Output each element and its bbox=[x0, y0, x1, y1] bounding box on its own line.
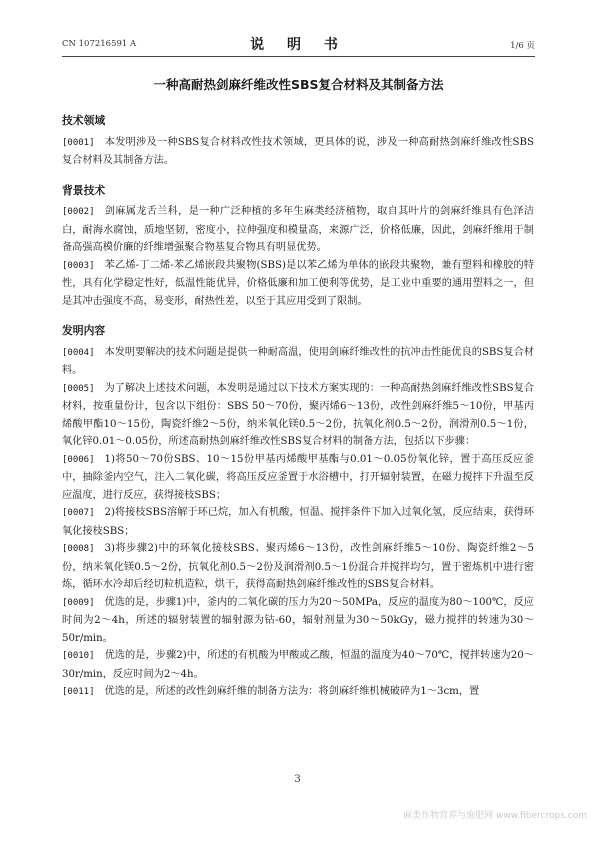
paragraph-text: 本发明要解决的技术问题是提供一种耐高温，使用剑麻纤维改性的抗冲击性能优良的SBS复合材料。 bbox=[62, 346, 534, 376]
document-title: 一种高耐热剑麻纤维改性SBS复合材料及其制备方法 bbox=[153, 77, 444, 92]
paragraph bbox=[62, 203, 534, 257]
paragraph-number: [0002] bbox=[62, 207, 95, 217]
paragraph-number: [0011] bbox=[62, 687, 95, 697]
paragraph bbox=[62, 540, 534, 594]
section-heading-background: 背景技术 bbox=[62, 183, 106, 197]
paragraph-number: [0008] bbox=[62, 544, 95, 554]
header-title: 说 明 书 bbox=[250, 37, 347, 53]
paragraph-text: 优选的是，步骤1)中，釜内的二氧化碳的压力为20～50MPa，反应的温度为80～100℃，反应时间为2～4h，所述的辐射装置的辐射源为钴-60，辐射剂量为30～50kGy，磁力搅拌的转速为30～50r/min。 bbox=[62, 596, 534, 644]
paragraph bbox=[62, 380, 534, 451]
paragraph bbox=[62, 594, 534, 648]
footer-page-number: 3 bbox=[294, 774, 301, 785]
section-heading-tech-field: 技术领域 bbox=[62, 114, 106, 127]
watermark: 麻类作物营养与施肥网 www.fibercrops.com bbox=[403, 811, 587, 821]
header-rule bbox=[62, 56, 535, 57]
paragraph-number: [0006] bbox=[62, 454, 95, 465]
publication-number: CN 107216591 A bbox=[62, 39, 137, 49]
paragraph-number: [0003] bbox=[62, 260, 95, 271]
paragraph-text: 苯乙烯-丁二烯-苯乙烯嵌段共聚物(SBS)是以苯乙烯为单体的嵌段共聚物，兼有塑料和橡胶的特性，具有化学稳定性好，低温性能优异，价格低廉和加工便利等优势，是工业中重要的通用塑料之一，但是其冲击强度不高，易变形，耐热性差，以至于其应用受到了限制。 bbox=[62, 259, 534, 307]
section-heading-invention: 发明内容 bbox=[62, 324, 106, 337]
paragraph bbox=[62, 647, 534, 683]
paragraph bbox=[62, 344, 534, 380]
paragraph-text: 优选的是，所述的改性剑麻纤维的制备方法为：将剑麻纤维机械破碎为1～3cm，置 bbox=[104, 686, 480, 697]
paragraph-text: 为了解决上述技术问题，本发明是通过以下技术方案实现的：一种高耐热剑麻纤维改性SBS复合材料，按重量份计，包含以下组份：SBS 50～70份，聚丙烯6～13份，改性剑麻纤维5～10份，甲基丙烯酸甲酯10～15份，陶瓷纤维2～5份，纳米氧化镁0.5～2份，抗氧化剂0.5～2份，润滑剂0.5～1份，氧化锌0.01～0.05份，所述高耐热剑麻纤维改性SBS复合材料的制备方法，包括以下步骤： bbox=[62, 382, 534, 447]
paragraph-number: [0007] bbox=[62, 508, 95, 518]
paragraph-number: [0004] bbox=[62, 347, 95, 358]
paragraph-number: [0001] bbox=[62, 137, 95, 148]
paragraph bbox=[62, 451, 534, 505]
page-number: 1/6 页 bbox=[510, 41, 535, 51]
paragraph-text: 2)将接枝SBS溶解于环已烷，加入有机酸，恒温、搅拌条件下加入过氧化氢，反应结束，获得环氧化接枝SBS； bbox=[62, 507, 534, 537]
paragraph bbox=[62, 504, 534, 540]
page-header bbox=[62, 34, 535, 54]
paragraph-text: 1)将50～70份SBS、10～15份甲基丙烯酸甲基酯与0.01～0.05份氧化锌，置于高压反应釜中，抽除釜内空气，注入二氧化碳，将高压反应釜置于水浴槽中，打开辐射装置，在磁力搅拌下升温至反应温度，进行反应，获得接枝SBS； bbox=[62, 453, 534, 501]
paragraph-text: 优选的是，步骤2)中，所述的有机酸为甲酸或乙酸，恒温的温度为40～70℃，搅拌转速为20～30r/min，反应时间为2～4h。 bbox=[62, 650, 534, 680]
paragraph bbox=[62, 134, 534, 170]
paragraph-number: [0010] bbox=[62, 651, 95, 661]
paragraph-text: 剑麻属龙舌兰科，是一种广泛种植的多年生麻类经济植物，取自其叶片的剑麻纤维具有色泽洁白，耐海水腐蚀，质地坚韧，密度小，拉伸强度和模量高，来源广泛，价格低廉，因此，剑麻纤维用于制备高强高模价廉的纤维增强聚合物基复合物具有明显优势。 bbox=[62, 206, 534, 253]
paragraph bbox=[62, 257, 534, 311]
paragraph-text: 3)将步骤2)中的环氧化接枝SBS、聚丙烯6～13份，改性剑麻纤维5～10份、陶瓷纤维2～5份，纳米氧化镁0.5～2份，抗氧化剂0.5～2份及润滑剂0.5～1份混合并搅拌均匀，置于密炼机中进行密炼，循环水冷却后经切粒机造粒，烘干，获得高耐热剑麻纤维改性的SBS复合材料。 bbox=[62, 543, 534, 590]
document-body bbox=[62, 112, 534, 702]
paragraph bbox=[62, 683, 534, 702]
paragraph-text: 本发明涉及一种SBS复合材料改性技术领域，更具体的说，涉及一种高耐热剑麻纤维改性SBS复合材料及其制备方法。 bbox=[62, 136, 534, 166]
paragraph-number: [0009] bbox=[62, 597, 95, 608]
paragraph-number: [0005] bbox=[62, 383, 95, 394]
